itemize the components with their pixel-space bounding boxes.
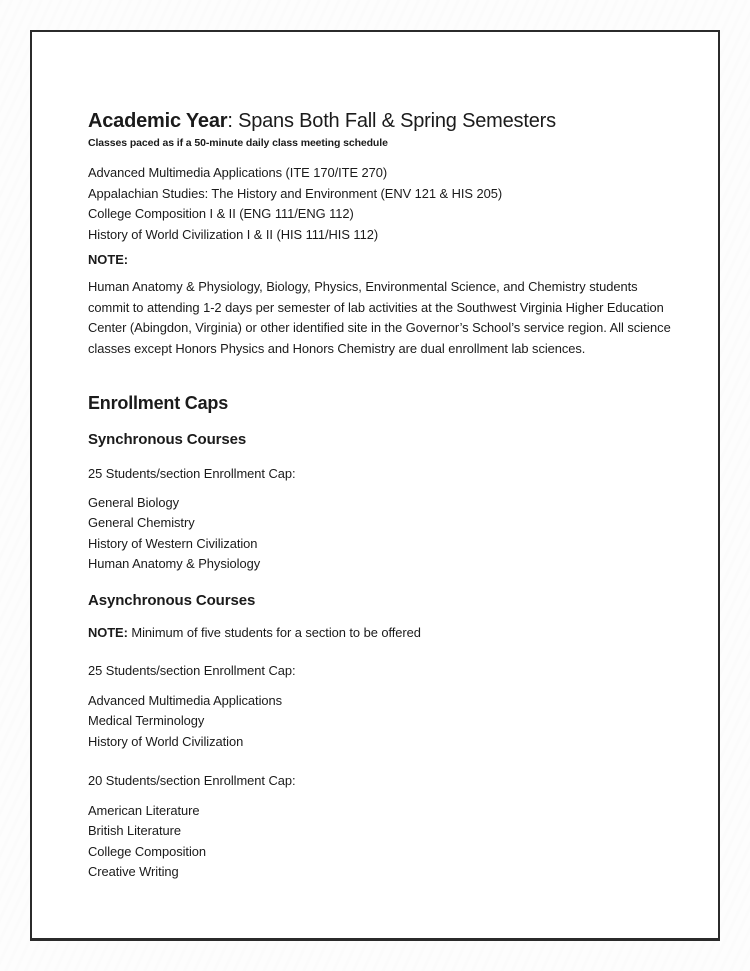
course-item: History of World Civilization I & II (HIS 111/HIS 112) xyxy=(88,226,379,242)
async-course-list-25 xyxy=(88,691,678,753)
course-item: Advanced Multimedia Applications (ITE 170/ITE 270) xyxy=(88,165,388,180)
page-title-bold: Academic Year xyxy=(88,110,228,132)
page-title-rest: : Spans Both Fall & Spring Semesters xyxy=(227,110,556,132)
async-note-text: Minimum of five students for a section to be offered xyxy=(131,624,421,640)
course-item: History of Western Civilization xyxy=(88,535,258,551)
page-title xyxy=(88,109,678,133)
heading-synchronous-courses: Synchronous Courses xyxy=(88,431,247,448)
course-item: Human Anatomy & Physiology xyxy=(88,556,261,571)
async-note xyxy=(88,623,678,644)
course-item: College Composition I & II (ENG 111/ENG 112) xyxy=(88,206,354,221)
course-item: Advanced Multimedia Applications xyxy=(88,692,283,708)
course-item: Appalachian Studies: The History and Environment (ENV 121 & HIS 205) xyxy=(88,185,503,201)
course-item: College Composition xyxy=(88,843,206,859)
note-label: NOTE: xyxy=(88,252,129,267)
course-item: American Literature xyxy=(88,802,200,818)
course-item: History of World Civilization xyxy=(88,733,244,749)
course-item: Medical Terminology xyxy=(88,713,205,728)
course-item: General Biology xyxy=(88,494,179,510)
course-item: General Chemistry xyxy=(88,515,195,530)
course-item: British Literature xyxy=(88,823,181,838)
sync-cap-label: 25 Students/section Enrollment Cap: xyxy=(88,466,296,481)
heading-asynchronous-courses: Asynchronous Courses xyxy=(88,591,256,609)
note-paragraph: Human Anatomy & Physiology, Biology, Physics, Environmental Science, and Chemistry students commit to attending 1-2 days per semester of lab activities at the Southwest Virginia Higher Education Center (Abingdon, Virginia) or other identified site in the Governor’s School’s service region. All science classes except Honors Physics and Honors Chemistry are dual enrollment lab sciences. xyxy=(88,279,671,356)
async-cap-25-label: 25 Students/section Enrollment Cap: xyxy=(88,663,296,678)
heading-enrollment-caps: Enrollment Caps xyxy=(88,393,229,413)
sync-course-list xyxy=(88,493,678,575)
async-course-list-20 xyxy=(88,801,678,883)
async-cap-20-label: 20 Students/section Enrollment Cap: xyxy=(88,773,296,788)
academic-year-course-list xyxy=(88,163,678,245)
async-note-label: NOTE: xyxy=(88,624,128,640)
document-page xyxy=(30,30,720,941)
course-item: Creative Writing xyxy=(88,864,179,879)
page-subtitle: Classes paced as if a 50-minute daily class meeting schedule xyxy=(88,137,388,149)
